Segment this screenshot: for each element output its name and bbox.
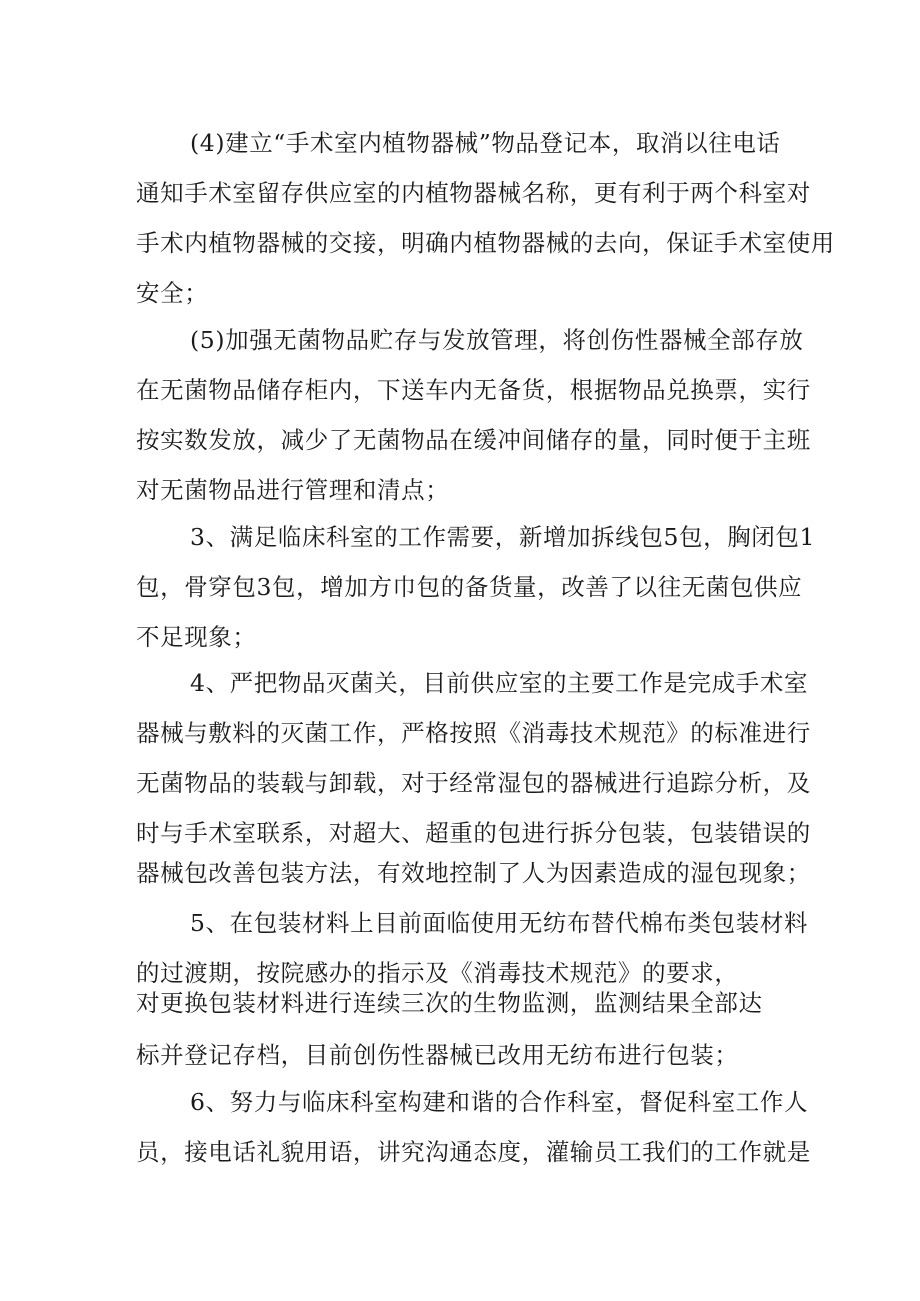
paragraph-line: 对无菌物品进行管理和清点；: [136, 476, 450, 504]
paragraph-line: 包，骨穿包3包，增加方巾包的备货量，改善了以往无菌包供应: [136, 573, 803, 601]
paragraph-line: 安全；: [136, 279, 209, 307]
paragraph-line: 3、满足临床科室的工作需要，新增加拆线包5包，胸闭包1: [190, 523, 816, 551]
paragraph-line: 手术内植物器械的交接，明确内植物器械的去向，保证手术室使用: [136, 229, 835, 257]
paragraph-line: 无菌物品的装载与卸载，对于经常湿包的器械进行追踪分析，及: [136, 769, 811, 797]
paragraph-line: 不足现象；: [136, 623, 257, 651]
paragraph-line: 6、努力与临床科室构建和谐的合作科室，督促科室工作人: [190, 1088, 809, 1116]
paragraph-line: 5、在包装材料上目前面临使用无纺布替代棉布类包装材料: [190, 909, 809, 937]
paragraph-line: 在无菌物品储存柜内，下送车内无备货，根据物品兑换票，实行: [136, 376, 811, 404]
paragraph-line: 通知手术室留存供应室的内植物器械名称，更有利于两个科室对: [136, 179, 811, 207]
paragraph-line: (5)加强无菌物品贮存与发放管理，将创伤性器械全部存放: [190, 326, 804, 354]
paragraph-line: (4)建立“手术室内植物器械”物品登记本，取消以往电话: [190, 129, 781, 157]
paragraph-line: 的过渡期，按院感办的指示及《消毒技术规范》的要求，: [136, 959, 739, 987]
paragraph-line: 器械与敷料的灭菌工作，严格按照《消毒技术规范》的标准进行: [136, 719, 811, 747]
paragraph-line: 器械包改善包装方法，有效地控制了人为因素造成的湿包现象；: [136, 859, 811, 887]
paragraph-line: 员，接电话礼貌用语，讲究沟通态度，灌输员工我们的工作就是: [136, 1138, 811, 1166]
paragraph-line: 4、严把物品灭菌关，目前供应室的主要工作是完成手术室: [190, 669, 809, 697]
paragraph-line: 时与手术室联系，对超大、超重的包进行拆分包装，包装错误的: [136, 819, 811, 847]
paragraph-line: 标并登记存档，目前创伤性器械已改用无纺布进行包装；: [136, 1041, 739, 1069]
paragraph-line: 按实数发放，减少了无菌物品在缓冲间储存的量，同时便于主班: [136, 426, 811, 454]
paragraph-line: 对更换包装材料进行连续三次的生物监测，监测结果全部达: [136, 989, 763, 1017]
